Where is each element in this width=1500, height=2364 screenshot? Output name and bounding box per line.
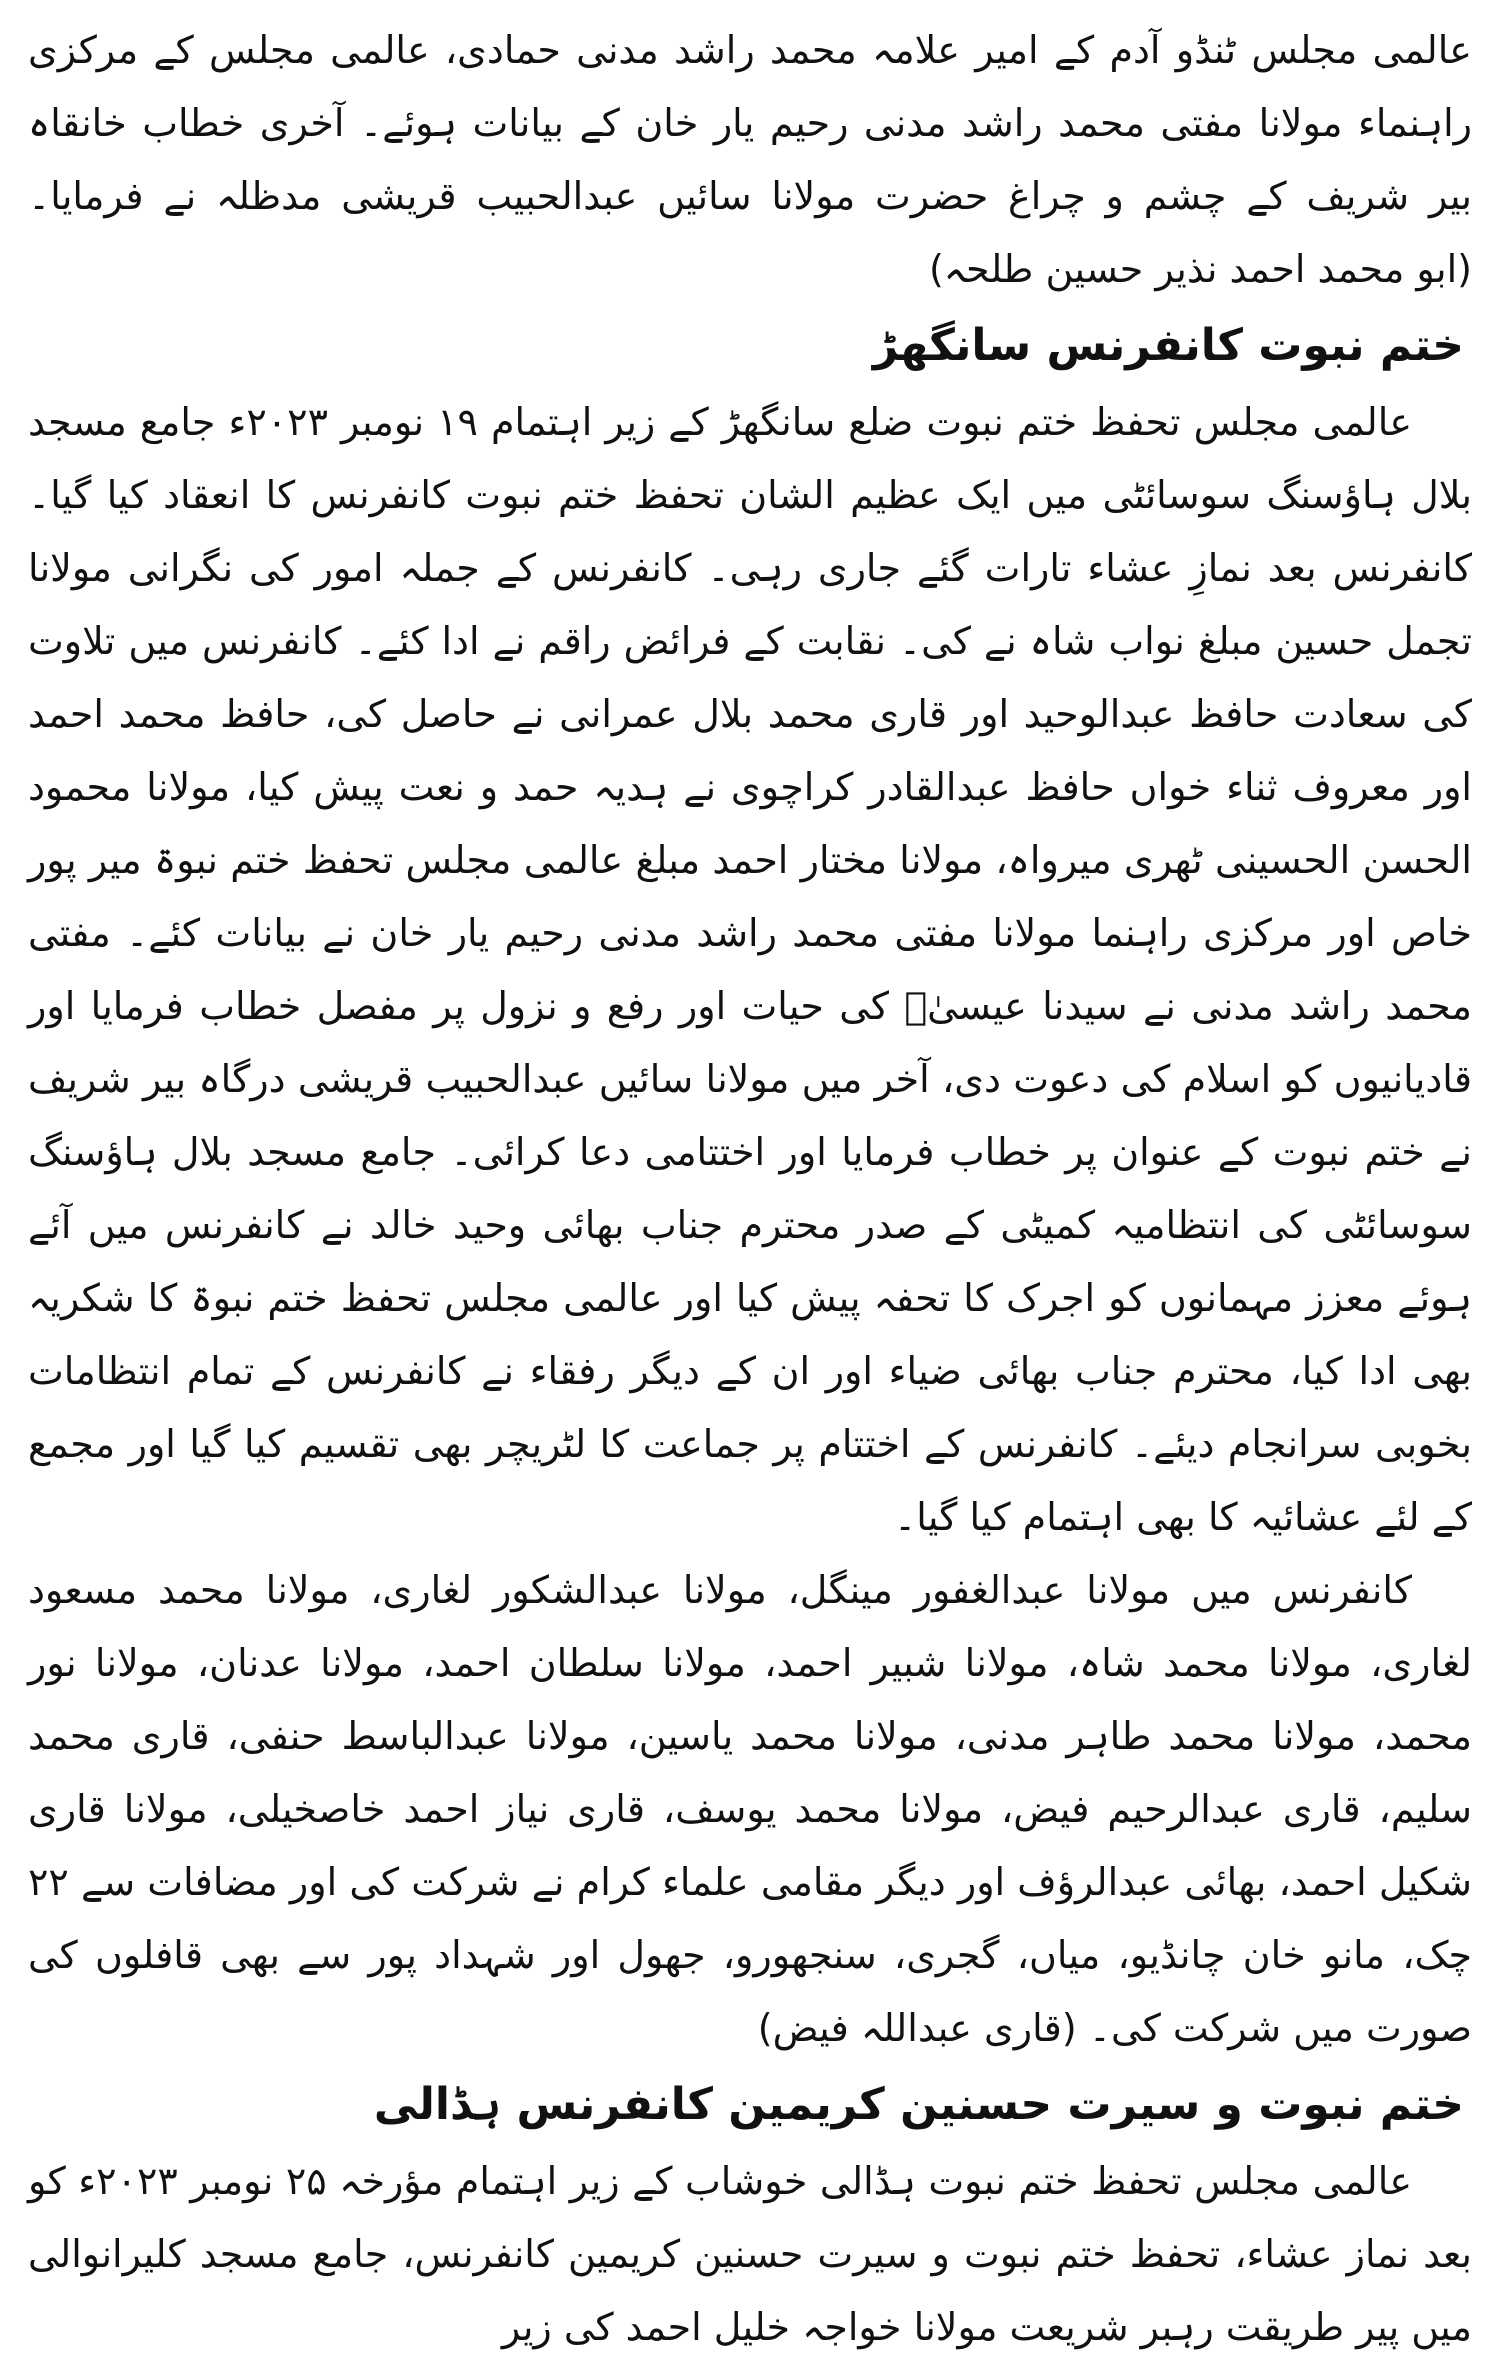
intro-paragraph-text: عالمی مجلس ٹنڈو آدم کے امیر علامہ محمد راشد مدنی حمادی، عالمی مجلس کے مرکزی راہنماء مولانا مفتی محمد راشد مدنی رحیم یار خان کے بیانات ہوئے۔ آخری خطاب خانقاہ بیر شریف کے چشم و چراغ حضرت مولانا سائیں عبدالحبیب قریشی مدظلہ نے فرمایا۔ — [28, 28, 1472, 218]
sanghar-paragraph-2-text: کانفرنس میں مولانا عبدالغفور مینگل، مولانا عبدالشکور لغاری، مولانا محمد مسعود لغاری، مولانا محمد شاہ، مولانا شبیر احمد، مولانا سلطان احمد، مولانا عدنان، مولانا نور محمد، مولانا محمد طاہر مدنی، مولانا محمد یاسین، مولانا عبدالباسط حنفی، قاری محمد سلیم، قاری عبدالرحیم فیض، مولانا محمد یوسف، قاری نیاز احمد خاصخیلی، مولانا قاری شکیل احمد، بھائی عبدالرؤف اور دیگر مقامی علماء کرام نے شرکت کی اور مضافات سے ۲۲ چک، مانو خان چانڈیو، میاں، گجری، سنجھورو، جھول اور شہداد پور سے بھی قافلوں کی صورت میں شرکت کی۔ — [28, 1568, 1472, 2050]
sanghar-credit: (قاری عبداللہ فیض) — [757, 2006, 1077, 2050]
intro-credit: (ابو محمد احمد نذیر حسین طلحہ) — [928, 247, 1472, 291]
section-heading-sanghar: ختم نبوت کانفرنس سانگھڑ — [872, 320, 1464, 371]
intro-paragraph — [28, 14, 1472, 306]
hadali-paragraph: عالمی مجلس تحفظ ختم نبوت ہڈالی خوشاب کے زیر اہتمام مؤرخہ ۲۵ نومبر ۲۰۲۳ء کو بعد نماز عشاء، تحفظ ختم نبوت و سیرت حسنین کریمین کانفرنس، جامع مسجد کلیرانوالی میں پیر طریقت رہبر شریعت مولانا خواجہ خلیل احمد کی زیر — [28, 2159, 1472, 2349]
section-heading-hadali: ختم نبوت و سیرت حسنین کریمین کانفرنس ہڈالی — [373, 2079, 1464, 2130]
sanghar-paragraph-1: عالمی مجلس تحفظ ختم نبوت ضلع سانگھڑ کے زیر اہتمام ۱۹ نومبر ۲۰۲۳ء جامع مسجد بلال ہاؤسنگ سوسائٹی میں ایک عظیم الشان تحفظ ختم نبوت کانفرنس کا انعقاد کیا گیا۔ کانفرنس بعد نمازِ عشاء تارات گئے جاری رہی۔ کانفرنس کے جملہ امور کی نگرانی مولانا تجمل حسین مبلغ نواب شاہ نے کی۔ نقابت کے فرائض راقم نے ادا کئے۔ کانفرنس میں تلاوت کی سعادت حافظ عبدالوحید اور قاری محمد بلال عمرانی نے حاصل کی، حافظ محمد احمد اور معروف ثناء خواں حافظ عبدالقادر کراچوی نے ہدیہ حمد و نعت پیش کیا، مولانا محمود الحسن الحسینی ٹھری میرواہ، مولانا مختار احمد مبلغ عالمی مجلس تحفظ ختم نبوۃ میر پور خاص اور مرکزی راہنما مولانا مفتی محمد راشد مدنی رحیم یار خان نے بیانات کئے۔ مفتی محمد راشد مدنی نے سیدنا عیسیٰؑ کی حیات اور رفع و نزول پر مفصل خطاب فرمایا اور قادیانیوں کو اسلام کی دعوت دی، آخر میں مولانا سائیں عبدالحبیب قریشی درگاہ بیر شریف نے ختم نبوت کے عنوان پر خطاب فرمایا اور اختتامی دعا کرائی۔ جامع مسجد بلال ہاؤسنگ سوسائٹی کی انتظامیہ کمیٹی کے صدر محترم جناب بھائی وحید خالد نے کانفرنس میں آئے ہوئے معزز مہمانوں کو اجرک کا تحفہ پیش کیا اور عالمی مجلس تحفظ ختم نبوۃ کا شکریہ بھی ادا کیا، محترم جناب بھائی ضیاء اور ان کے دیگر رفقاء نے کانفرنس کے تمام انتظامات بخوبی سرانجام دیئے۔ کانفرنس کے اختتام پر جماعت کا لٹریچر بھی تقسیم کیا گیا اور مجمع کے لئے عشائیہ کا بھی اہتمام کیا گیا۔ — [28, 400, 1472, 1539]
document-page — [28, 14, 1472, 2349]
sanghar-paragraph-2 — [28, 1554, 1472, 2065]
